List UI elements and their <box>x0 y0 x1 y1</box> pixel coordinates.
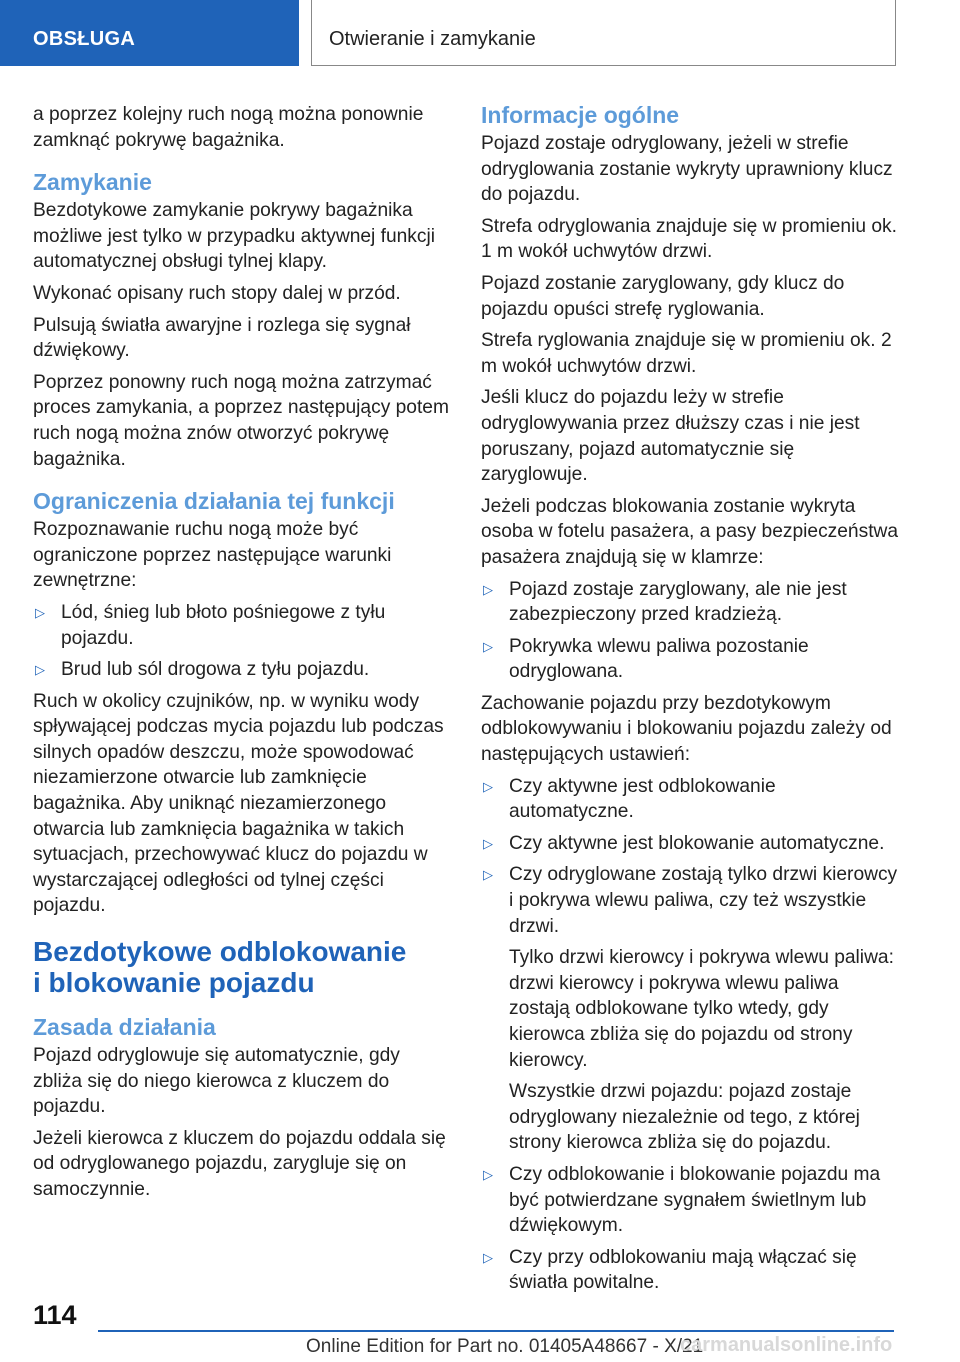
list-item: ▷ Czy przy odblokowaniu mają włączać się światła powitalne. <box>483 1246 857 1294</box>
limits-paragraph-2: Ruch w okolicy czujników, np. w wyniku wody spływającej podczas mycia pojazdu lub podczas silnych opadów deszczu, może spowodować niezamierzone otwarcie lub zamknięcie bagażnika. Aby uniknąć niezamierzonego otwarcia lub zamknięcia bagażnika w takich sytuacjach, przechowywać klucz do pojazdu w wystarczającej odległości od tylnej części pojazdu. <box>33 690 444 917</box>
sub-paragraph-driver-only: Tylko drzwi kierowcy i pokrywa wlewu paliwa: drzwi kierowcy i pokrywa wlewu paliwa zostają odblokowane tylko wtedy, gdy kierowca zbliża się do pojazdu od strony kierowcy. <box>509 947 894 1071</box>
limits-list <box>33 600 451 683</box>
closing-paragraph-4: Poprzez ponowny ruch nogą można zatrzymać proces zamykania, a poprzez następujący potem ruch nogą można znów otworzyć pokrywę bagażnika. <box>33 371 449 470</box>
list-item: ▷ Czy odryglowane zostają tylko drzwi kierowcy i pokrywa wlewu paliwa, czy też wszystkie drzwi. Tylko drzwi kierowcy i pokrywa wlewu paliwa: drzwi kierowcy i pokrywa wlewu paliwa zostają odblokowane tylko wtedy, gdy kierowca zbliża się do pojazdu od strony kierowcy. Wszystkie drzwi pojazdu: pojazd zostaje odryglowany niezależnie od tego, z której strony kierowca zbliża się do pojazdu. <box>481 862 899 1156</box>
general-paragraph-3: Pojazd zostanie zaryglowany, gdy klucz do pojazdu opuści strefę ryglowania. <box>481 272 845 320</box>
triangle-bullet-icon: ▷ <box>483 778 493 794</box>
principle-paragraph-2: Jeżeli kierowca z kluczem do pojazdu oddala się od odryglowanego pojazdu, zarygluje się on samoczynnie. <box>33 1127 446 1200</box>
limits-heading: Ograniczenia działania tej funkcji <box>33 488 395 515</box>
closing-heading: Zamykanie <box>33 169 152 196</box>
general-paragraph-2: Strefa odryglowania znajduje się w promieniu ok. 1 m wokół uchwytów drzwi. <box>481 215 897 263</box>
settings-list <box>481 774 899 1296</box>
chapter-title: Otwieranie i zamykanie <box>329 28 536 50</box>
list-item: ▷ Brud lub sól drogowa z tyłu pojazdu. <box>33 657 451 683</box>
closing-paragraph-3: Pulsują światła awaryjne i rozlega się sygnał dźwiękowy. <box>33 314 411 362</box>
general-paragraph-6: Jeżeli podczas blokowania zostanie wykryta osoba w fotelu pasażera, a pasy bezpieczeństwa pasażera znajdują się w klamrze: <box>481 495 899 568</box>
left-column <box>33 102 451 1209</box>
triangle-bullet-icon: ▷ <box>35 662 45 678</box>
list-item: ▷ Lód, śnieg lub błoto pośniegowe z tyłu pojazdu. <box>35 601 386 649</box>
limits-paragraph-1: Rozpoznawanie ruchu nogą może być ograniczone poprzez następujące warunki zewnętrzne: <box>33 519 392 592</box>
general-info-heading: Informacje ogólne <box>481 102 680 128</box>
principle-paragraph-1: Pojazd odryglowuje się automatycznie, gdy zbliża się do niego kierowca z kluczem do pojazdu. <box>33 1045 400 1118</box>
section-tab <box>0 0 299 66</box>
triangle-bullet-icon: ▷ <box>483 1249 493 1265</box>
triangle-bullet-icon: ▷ <box>35 604 45 620</box>
list-item: ▷ Czy aktywne jest blokowanie automatyczne. <box>481 831 899 857</box>
page-number: 114 <box>33 1300 77 1330</box>
triangle-bullet-icon: ▷ <box>483 638 493 654</box>
principle-heading: Zasada działania <box>33 1014 216 1041</box>
passenger-list <box>481 577 899 685</box>
triangle-bullet-icon: ▷ <box>483 1166 493 1182</box>
chapter-tab <box>311 0 896 66</box>
list-item: ▷ Pokrywka wlewu paliwa pozostanie odryglowana. <box>483 635 809 683</box>
list-item: ▷ Pojazd zostaje zaryglowany, ale nie jest zabezpieczony przed kradzieżą. <box>483 578 847 626</box>
page-header <box>0 0 960 66</box>
watermark: carmanualsonline.info <box>680 1334 893 1356</box>
keyless-heading: Bezdotykowe odblokowanie i blokowanie pojazdu <box>33 936 407 999</box>
intro-paragraph: a poprzez kolejny ruch nogą można ponownie zamknąć pokrywę bagażnika. <box>33 104 424 151</box>
sub-paragraph-all-doors: Wszystkie drzwi pojazdu: pojazd zostaje odryglowany niezależnie od tego, z której strony kierowca zbliża się do pojazdu. <box>509 1081 860 1154</box>
general-paragraph-5: Jeśli klucz do pojazdu leży w strefie odryglowywania przez dłuższy czas i nie jest poruszany, pojazd automatycznie się zaryglowuje. <box>481 387 860 486</box>
triangle-bullet-icon: ▷ <box>483 835 493 851</box>
section-title: OBSŁUGA <box>33 28 136 50</box>
list-item: ▷ Czy aktywne jest odblokowanie automatyczne. <box>483 775 776 823</box>
triangle-bullet-icon: ▷ <box>483 867 493 883</box>
edition-footer: Online Edition for Part no. 01405A48667 - X/21 <box>306 1336 704 1357</box>
right-column <box>481 102 899 1302</box>
list-item: ▷ Czy odblokowanie i blokowanie pojazdu ma być potwierdzane sygnałem świetlnym lub dźwiękowym. <box>483 1163 881 1237</box>
footer-divider <box>98 1330 894 1332</box>
closing-paragraph-1: Bezdotykowe zamykanie pokrywy bagażnika możliwe jest tylko w przypadku aktywnej funkcji automatycznej obsługi tylnej klapy. <box>33 200 436 273</box>
general-paragraph-7: Zachowanie pojazdu przy bezdotykowym odblokowywaniu i blokowaniu pojazdu zależy od następujących ustawień: <box>481 692 892 766</box>
general-paragraph-4: Strefa ryglowania znajduje się w promieniu ok. 2 m wokół uchwytów drzwi. <box>481 330 892 377</box>
triangle-bullet-icon: ▷ <box>483 581 493 597</box>
closing-paragraph-2: Wykonać opisany ruch stopy dalej w przód. <box>33 282 401 304</box>
general-paragraph-1: Pojazd zostaje odryglowany, jeżeli w strefie odryglowania zostanie wykryty uprawniony klucz do pojazdu. <box>481 133 893 206</box>
